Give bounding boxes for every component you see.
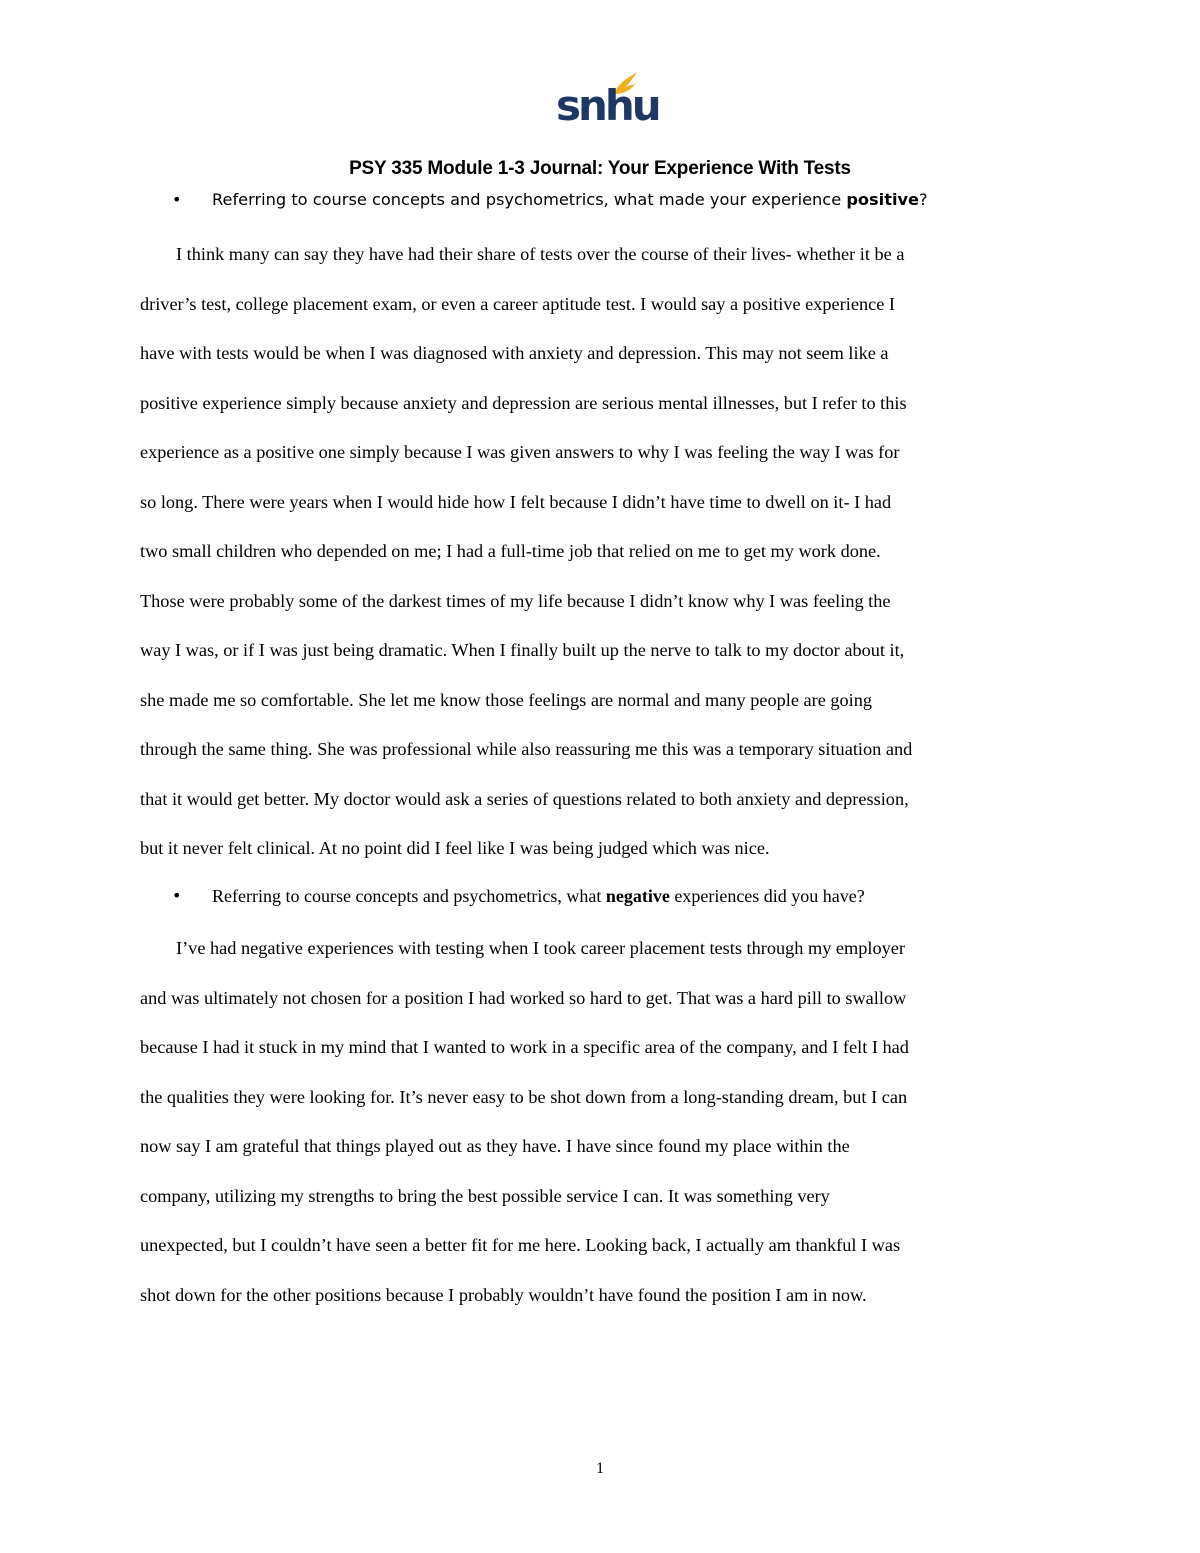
paragraph-line: have with tests would be when I was diagnosed with anxiety and depression. This may not seem like a — [140, 343, 889, 363]
question-text: Referring to course concepts and psychometrics, what negative experiences did you have? — [212, 886, 865, 906]
question-emphasis: negative — [605, 886, 670, 906]
paragraph-line: I’ve had negative experiences with testing when I took career placement tests through my employer — [176, 938, 905, 958]
paragraph-line: company, utilizing my strengths to bring the best possible service I can. It was something very — [140, 1185, 830, 1206]
paragraph-line: driver’s test, college placement exam, or even a career aptitude test. I would say a positive experience I — [140, 293, 895, 314]
paragraph-line: the qualities they were looking for. It’s never easy to be shot down from a long-standing dream, but I can — [140, 1086, 908, 1107]
question-text: Referring to course concepts and psychometrics, what made your experience positive? — [212, 190, 928, 209]
paragraph-line: shot down for the other positions because I probably wouldn’t have found the position I am in now. — [140, 1284, 867, 1305]
bullet-icon: • — [172, 886, 182, 905]
bullet-icon: • — [172, 190, 182, 209]
paragraph-line: because I had it stuck in my mind that I wanted to work in a specific area of the company, and I felt I had — [140, 1037, 909, 1057]
paragraph-line: Those were probably some of the darkest times of my life because I didn’t know why I was feeling the — [140, 590, 891, 611]
paragraph-line: now say I am grateful that things played out as they have. I have since found my place within the — [140, 1136, 850, 1156]
paragraph-line: way I was, or if I was just being dramatic. When I finally built up the nerve to talk to my doctor about it, — [140, 640, 905, 660]
paragraph-line: two small children who depended on me; I had a full-time job that relied on me to get my work done. — [140, 541, 881, 561]
paragraph-line: through the same thing. She was professional while also reassuring me this was a temporary situation and — [140, 739, 913, 759]
paragraph-line: I think many can say they have had their share of tests over the course of their lives- whether it be a — [176, 244, 905, 264]
paragraph-line: unexpected, but I couldn’t have seen a better fit for me here. Looking back, I actually am thankful I was — [140, 1235, 901, 1255]
document-title: PSY 335 Module 1-3 Journal: Your Experience With Tests — [349, 158, 851, 179]
snhu-logo — [552, 70, 659, 134]
page-number: 1 — [596, 1460, 604, 1477]
paragraph-line: but it never felt clinical. At no point did I feel like I was being judged which was nice. — [140, 838, 770, 858]
answer-paragraph-negative — [140, 937, 1080, 1333]
question-emphasis: positive — [846, 190, 920, 209]
answer-paragraph-positive — [140, 243, 1080, 887]
paragraph-line: that it would get better. My doctor would ask a series of questions related to both anxiety and depression, — [140, 788, 909, 809]
paragraph-line: she made me so comfortable. She let me know those feelings are normal and many people are going — [140, 689, 873, 710]
paragraph-line: so long. There were years when I would hide how I felt because I didn’t have time to dwell on it- I had — [140, 491, 892, 512]
paragraph-line: and was ultimately not chosen for a position I had worked so hard to get. That was a hard pill to swallow — [140, 987, 907, 1008]
paragraph-line: experience as a positive one simply because I was given answers to why I was feeling the way I was for — [140, 442, 900, 462]
logo-wordmark: snhu — [556, 81, 659, 130]
paragraph-line: positive experience simply because anxiety and depression are serious mental illnesses, but I refer to this — [140, 392, 907, 413]
